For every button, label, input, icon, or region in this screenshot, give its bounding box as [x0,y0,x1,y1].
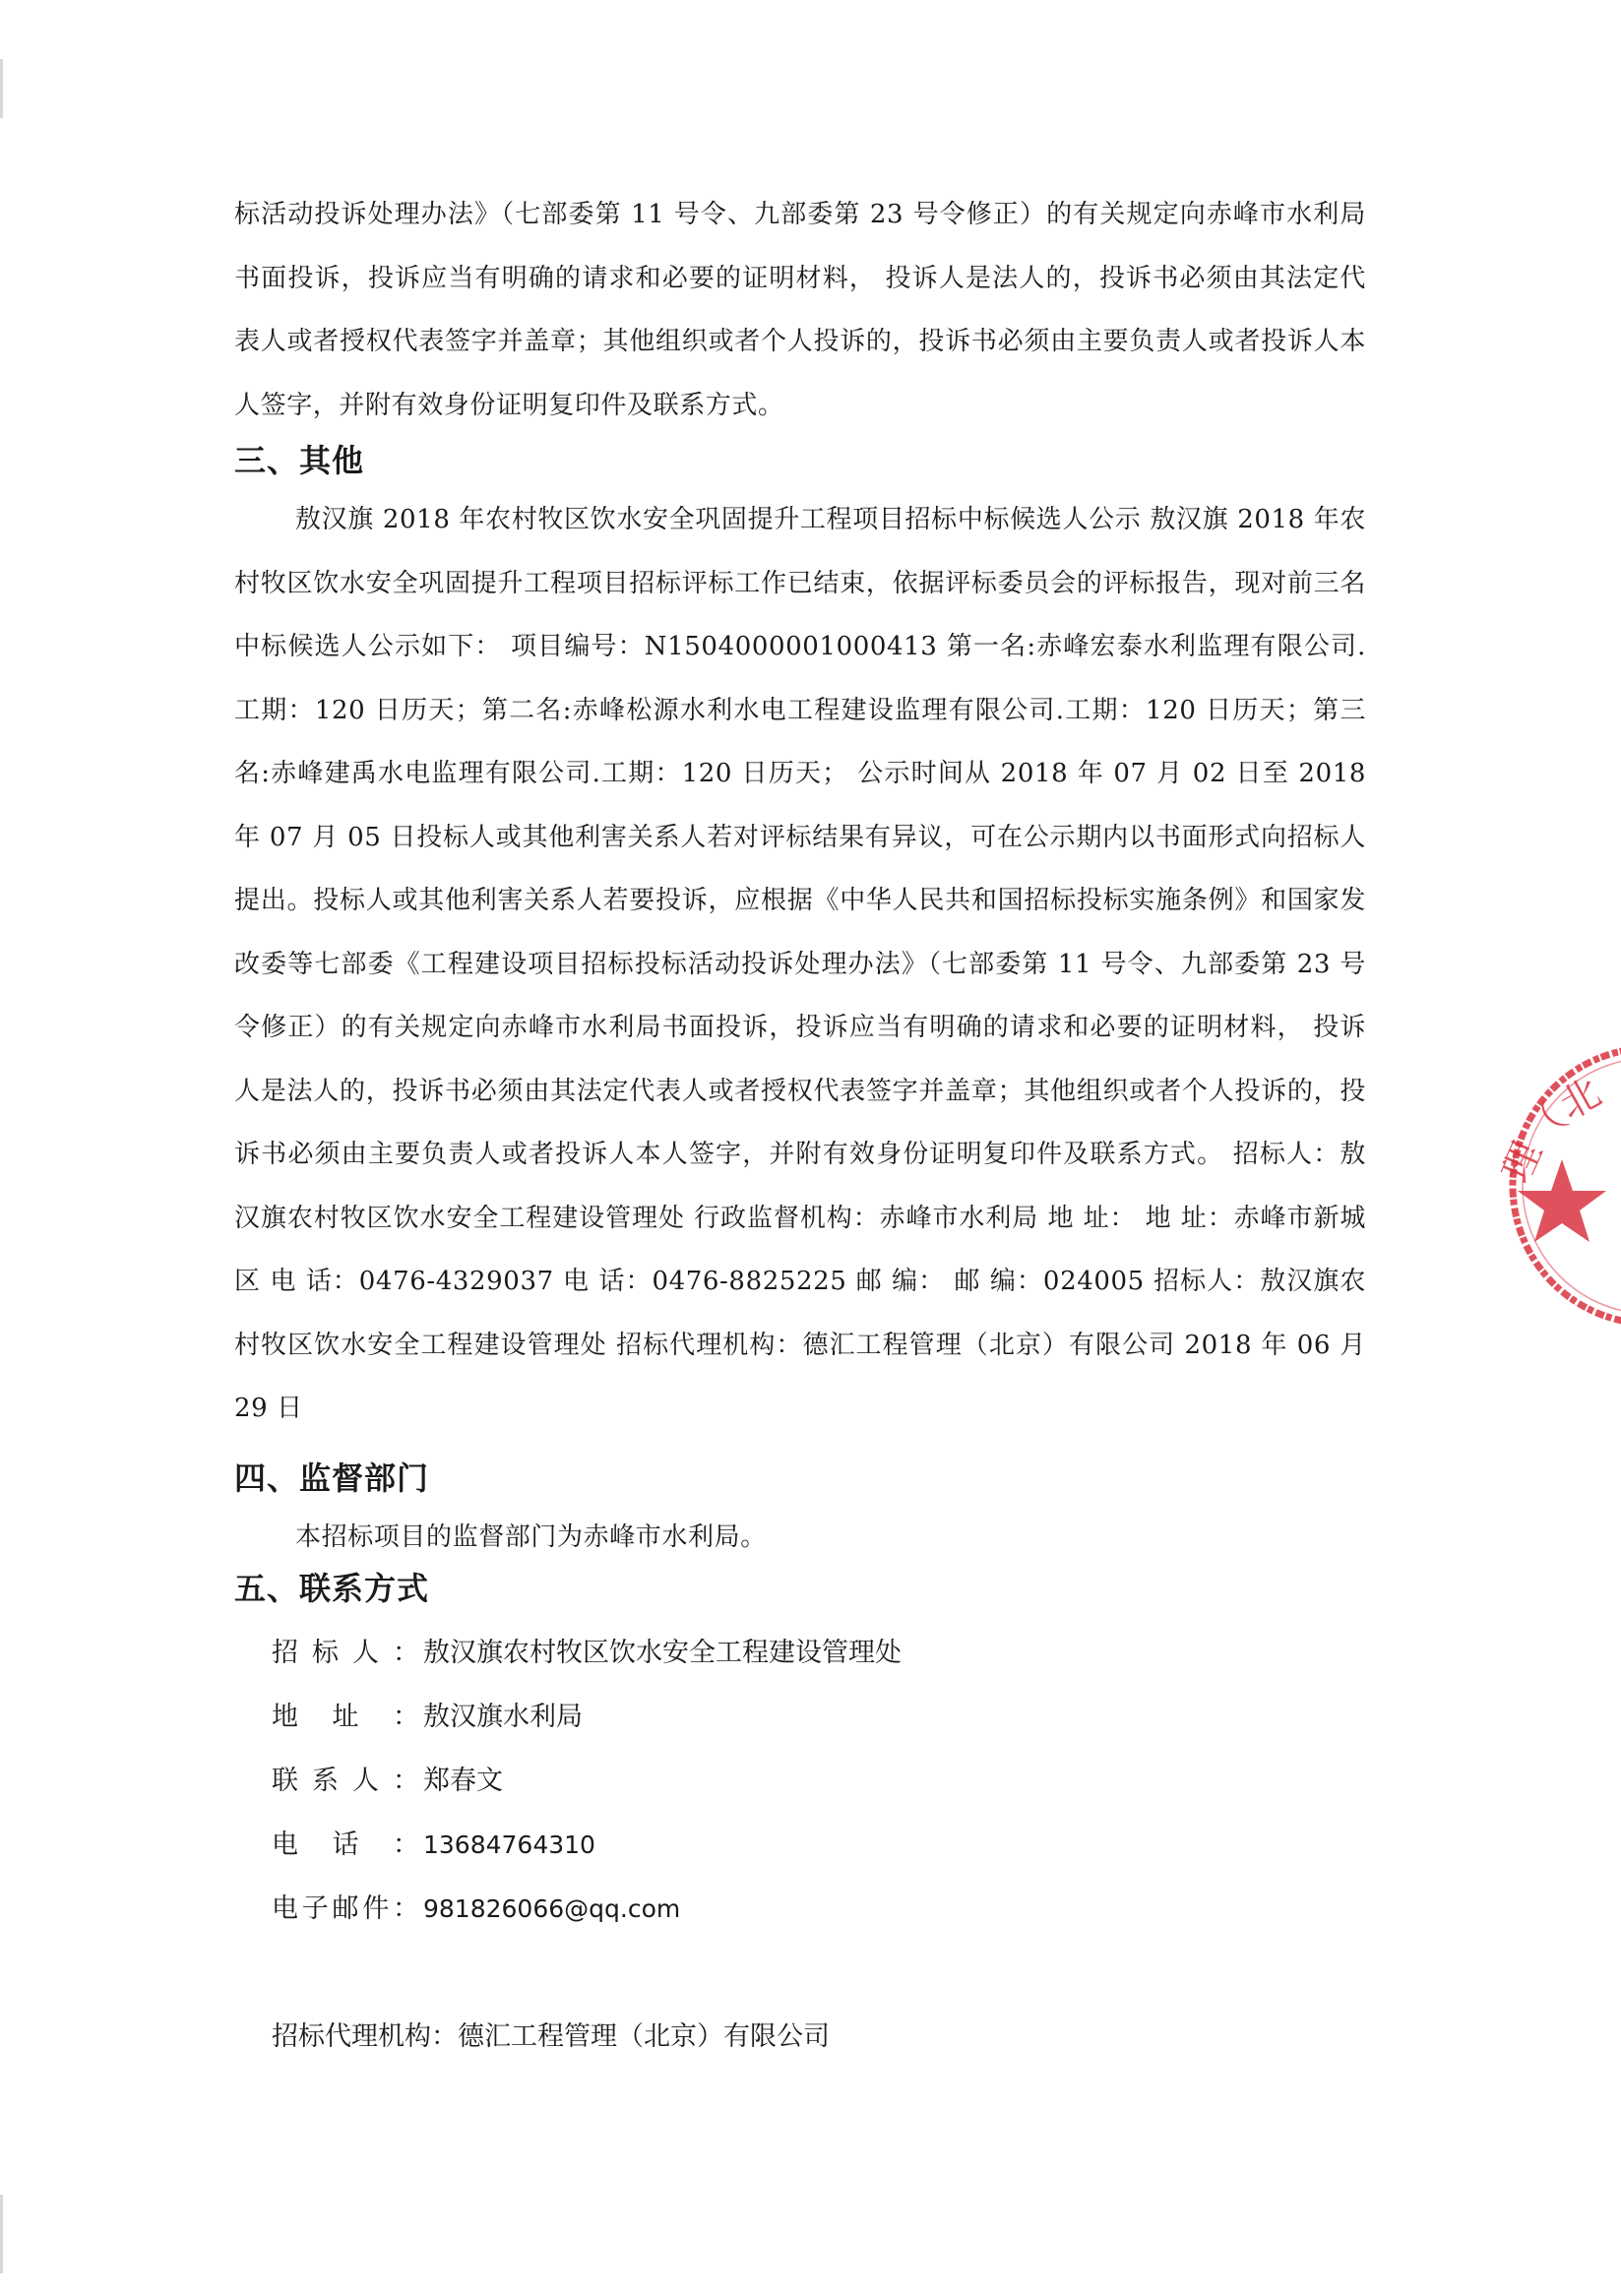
contact-label: 招标人： [272,1638,419,1668]
seal-text-path: 理（北 [1493,1070,1609,1190]
contact-value: 敖汉旗农村牧区饮水安全工程建设管理处 [423,1638,902,1668]
contact-row-email [272,1890,680,1929]
contact-label: 地址： [272,1702,419,1732]
agency-label: 招标代理机构： [272,2021,458,2052]
section-heading-supervision: 四、监督部门 [234,1459,430,1497]
section-heading-contact: 五、联系方式 [234,1570,430,1607]
contact-row-tenderer [272,1634,902,1673]
contact-row-address [272,1698,583,1737]
scan-edge-mark [0,59,3,118]
contact-label: 电子邮件： [272,1893,419,1924]
intro-paragraph: 标活动投诉处理办法》（七部委第 11 号令、九部委第 23 号令修正）的有关规定向赤峰市水利局书面投诉，投诉应当有明确的请求和必要的证明材料， 投诉人是法人的，投诉书必须由其法定代表人或者授权代表签字并盖章；其他组织或者个人投诉的，投诉书必须由主要负责人或者投诉人本人签字，并附有效身份证明复印件及联系方式。 [234,200,1366,420]
contact-value: 郑春文 [423,1766,503,1796]
contact-label: 联系人： [272,1766,419,1796]
contact-value: 敖汉旗水利局 [423,1702,583,1732]
contact-row-phone [272,1826,595,1865]
scan-edge-mark [0,2195,3,2273]
contact-row-person [272,1762,503,1801]
agency-row [272,2017,830,2057]
contact-label: 电话： [272,1830,419,1860]
supervision-paragraph: 本招标项目的监督部门为赤峰市水利局。 [295,1522,767,1552]
contact-value: 981826066@qq.com [423,1894,681,1923]
agency-value: 德汇工程管理（北京）有限公司 [458,2021,830,2052]
contact-value: 13684764310 [423,1831,595,1859]
seal-graphic [1488,1033,1621,1338]
official-seal-stamp [1488,1033,1621,1338]
other-paragraph: 敖汉旗 2018 年农村牧区饮水安全巩固提升工程项目招标中标候选人公示 敖汉旗 2018 年农村牧区饮水安全巩固提升工程项目招标评标工作已结束，依据评标委员会的评标报告，现对前三名中标候选人公示如下： 项目编号：N1504000001000413 第一名:赤峰宏泰水利监理有限公司.工期：120 日历天；第二名:赤峰松源水利水电工程建设监理有限公司.工期：120 日历天；第三名:赤峰建禹水电监理有限公司.工期：120 日历天； 公示时间从 2018 年 07 月 02 日至 2018 年 07 月 05 日投标人或其他利害关系人若对评标结果有异议，可在公示期内以书面形式向招标人提出。投标人或其他利害关系人若要投诉，应根据《中华人民共和国招标投标实施条例》和国家发改委等七部委《工程建设项目招标投标活动投诉处理办法》（七部委第 11 号令、九部委第 23 号令修正）的有关规定向赤峰市水利局书面投诉，投诉应当有明确的请求和必要的证明材料， 投诉人是法人的，投诉书必须由其法定代表人或者授权代表签字并盖章；其他组织或者个人投诉的，投诉书必须由主要负责人或者投诉人本人签字，并附有效身份证明复印件及联系方式。 招标人：敖汉旗农村牧区饮水安全工程建设管理处 行政监督机构：赤峰市水利局 地 址： 地 址：赤峰市新城区 电 话：0476-4329037 电 话：0476-8825225 邮 编： 邮 编：024005 招标人：敖汉旗农村牧区饮水安全工程建设管理处 招标代理机构：德汇工程管理（北京）有限公司 2018 年 06 月 29 日 [234,505,1366,1423]
section-heading-other: 三、其他 [234,442,365,479]
